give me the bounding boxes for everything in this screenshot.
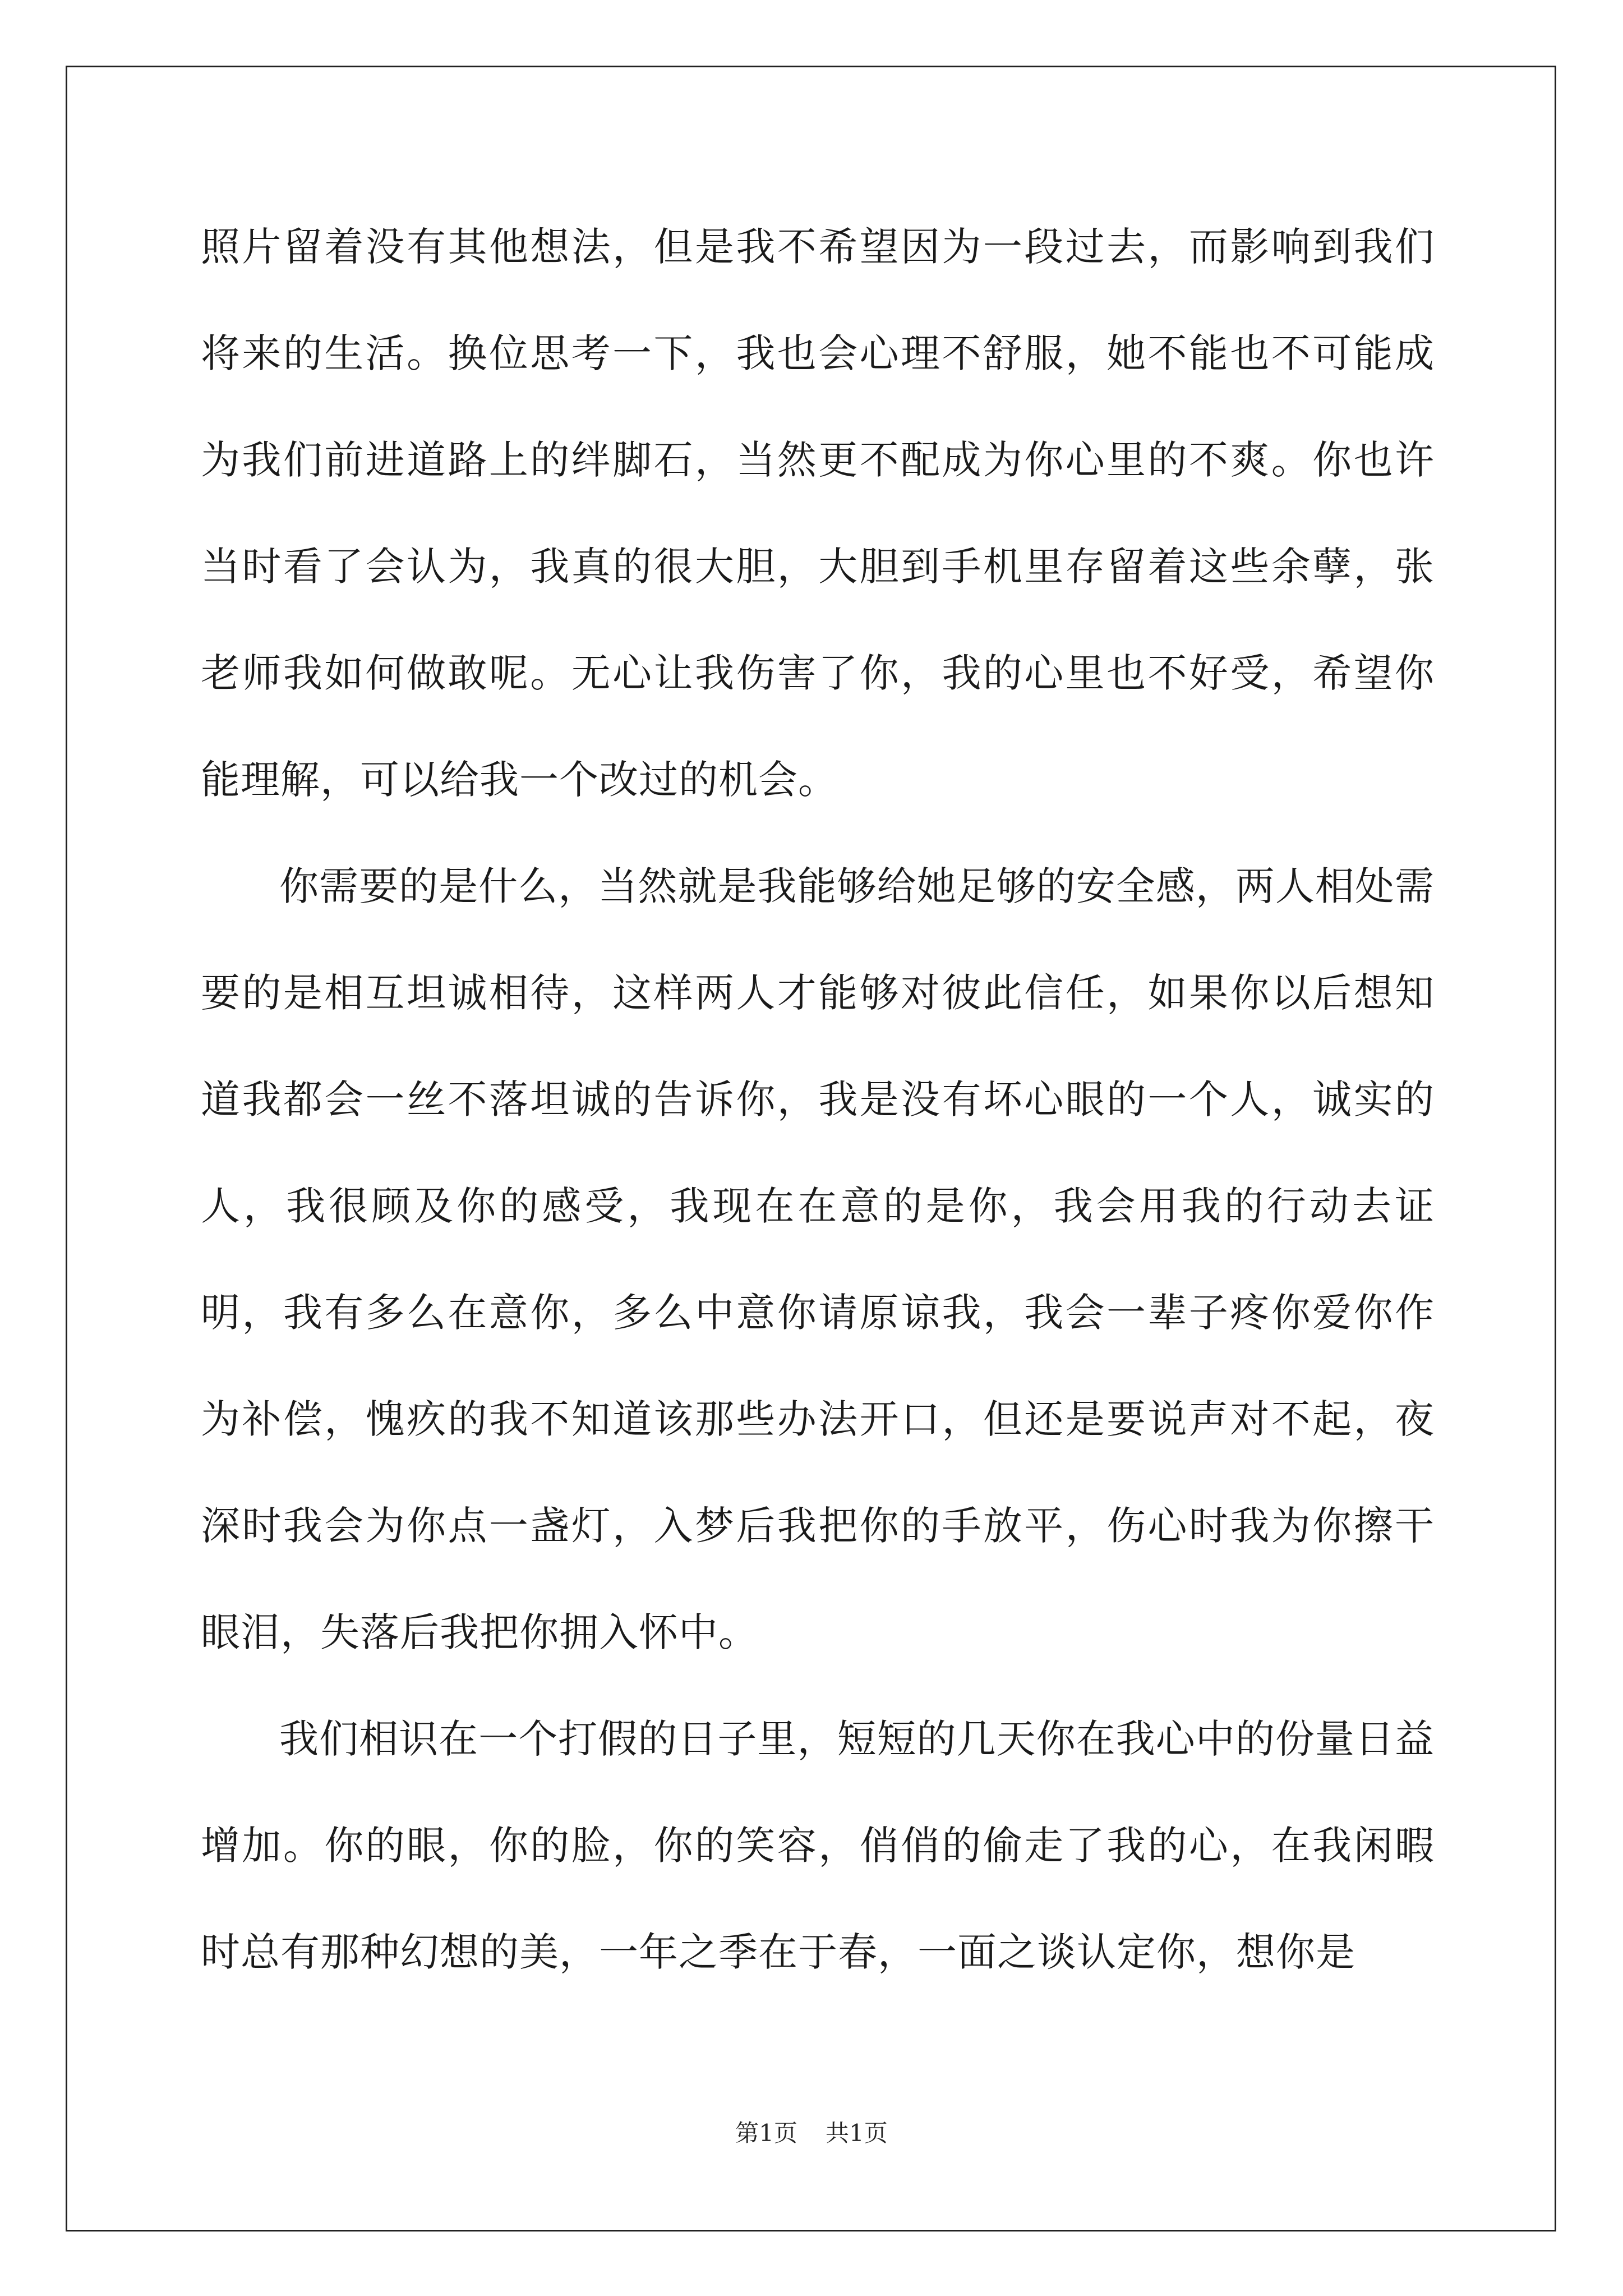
- paragraph-1: 照片留着没有其他想法，但是我不希望因为一段过去，而影响到我们将来的生活。换位思考一下，我也会心理不舒服，她不能也不可能成为我们前进道路上的绊脚石，当然更不配成为你心里的不爽。你也许当时看了会认为，我真的很大胆，大胆到手机里存留着这些余孽，张老师我如何做敢呢。无心让我伤害了你，我的心里也不好受，希望你能理解，可以给我一个改过的机会。: [201, 224, 1435, 803]
- document-body: [201, 194, 1435, 2005]
- paragraph-3: 我们相识在一个打假的日子里，短短的几天你在我心中的份量日益增加。你的眼，你的脸，你的笑容，俏俏的偷走了我的心，在我闲暇时总有那种幻想的美，一年之季在于春，一面之谈认定你，想你是: [201, 1716, 1435, 1975]
- page-footer: [0, 2115, 1623, 2148]
- page-total: 共1页: [826, 2119, 888, 2147]
- page-number: 第1页: [735, 2119, 797, 2147]
- paragraph-2: 你需要的是什么，当然就是我能够给她足够的安全感，两人相处需要的是相互坦诚相待，这样两人才能够对彼此信任，如果你以后想知道我都会一丝不落坦诚的告诉你，我是没有坏心眼的一个人，诚实的人，我很顾及你的感受，我现在在意的是你，我会用我的行动去证明，我有多么在意你，多么中意你请原谅我，我会一辈子疼你爱你作为补偿，愧疚的我不知道该那些办法开口，但还是要说声对不起，夜深时我会为你点一盏灯，入梦后我把你的手放平，伤心时我为你擦干眼泪，失落后我把你拥入怀中。: [201, 863, 1435, 1655]
